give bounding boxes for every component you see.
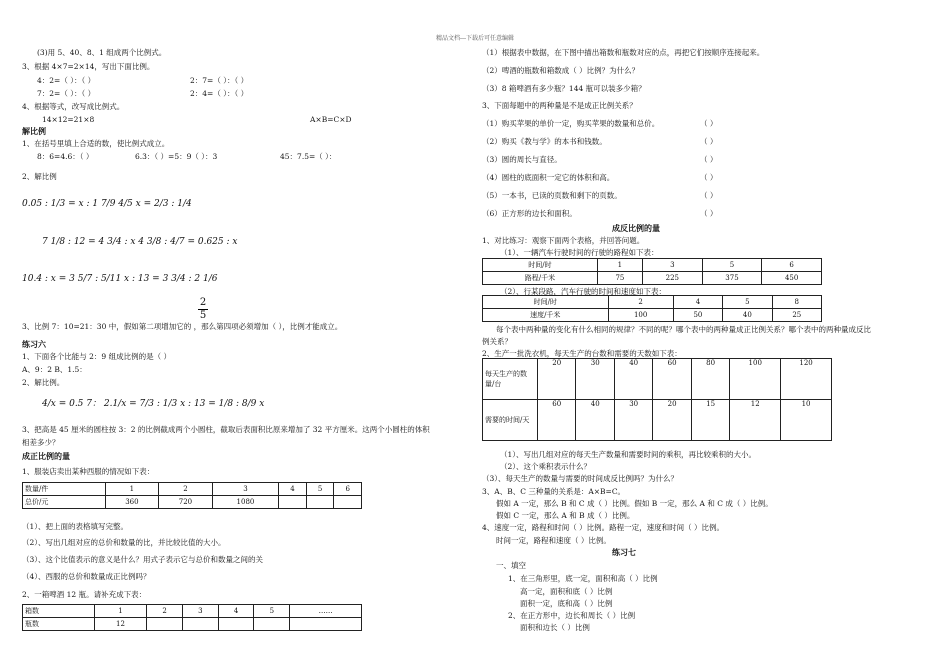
table-cell: 3 bbox=[183, 605, 219, 618]
answer-paren: （ ） bbox=[700, 173, 718, 182]
table-cell: 2 bbox=[159, 483, 213, 496]
text-line: （4）、西服的总价和数量成正比例吗？ bbox=[22, 572, 151, 581]
answer-paren: （ ） bbox=[700, 119, 718, 128]
table-cell: 6 bbox=[762, 259, 822, 272]
table-cell: 1080 bbox=[212, 496, 279, 509]
table-cell bbox=[279, 496, 307, 509]
text-line: 高一定，面积和底（ ）比例 bbox=[520, 587, 613, 596]
table-cell: 2 bbox=[147, 605, 183, 618]
text-line: 2：4=（ ）：（ ） bbox=[190, 89, 249, 98]
table-cell bbox=[254, 618, 290, 631]
table-row bbox=[23, 496, 362, 509]
table-row bbox=[483, 272, 822, 285]
table-cell: 100 bbox=[730, 359, 781, 400]
text-line: (3)用 5、40、8、1 组成两个比例式。 bbox=[37, 48, 167, 57]
text-line: （5）一本书，已读的页数和剩下的页数。 bbox=[482, 191, 622, 200]
text-line: A×B=C×D bbox=[310, 115, 352, 124]
text-line: 1、在三角形里，底一定，面积和高（ ）比例 bbox=[508, 574, 658, 583]
table-cell bbox=[334, 496, 362, 509]
table-cell: 1 bbox=[105, 483, 159, 496]
text-line: 6.3：（ ）=5：9（ ）：3 bbox=[135, 152, 218, 161]
table-cell: 总价/元 bbox=[23, 496, 106, 509]
table-cell: 5 bbox=[254, 605, 290, 618]
table-cell: 4 bbox=[673, 296, 722, 309]
equation: 10.4 : x = 3 5/7 : 5/11 x : 13 = 3 3/4 : 2 1/6 bbox=[22, 274, 218, 284]
text-line: A、9：2 B、1.5： bbox=[22, 365, 87, 374]
table-cell: 40 bbox=[576, 400, 614, 441]
table-cell bbox=[218, 618, 254, 631]
text-line: 3、把高是 45 厘米的圆柱按 3：2 的比例截成两个小圆柱，截取后表面积比原来增加了 32 平方厘米。这两个小圆柱的体积 bbox=[22, 425, 430, 434]
text-line: （2）购买《教与学》的本书和钱数。 bbox=[482, 137, 607, 146]
section-title: 练习六 bbox=[22, 339, 46, 349]
text-line: 假如 A 一定，那么 B 和 C 成（ ）比例。假如 B 一定，那么 A 和 C 成（ ）比例。 bbox=[496, 499, 773, 508]
table-cell: 箱数 bbox=[23, 605, 95, 618]
table-row bbox=[23, 605, 362, 618]
table-cell: 12 bbox=[94, 618, 147, 631]
text-line: 面积和边长（ ）比例 bbox=[520, 623, 590, 632]
text-line: 1、下面各个比能与 2：9 组成比例的是（ ） bbox=[22, 352, 171, 361]
text-line: 一、填空 bbox=[496, 561, 526, 570]
table-cell: 10 bbox=[781, 400, 832, 441]
table-cell: 225 bbox=[643, 272, 703, 285]
fraction: 2 5 bbox=[199, 297, 207, 321]
table-cell: 40 bbox=[723, 309, 772, 322]
text-line: 面积一定，底和高（ ）比例 bbox=[520, 599, 613, 608]
table-cell: 4 bbox=[279, 483, 307, 496]
text-line: （1）、一辆汽车行驶时间的行驶的路程如下表： bbox=[500, 248, 659, 257]
table-cell: 30 bbox=[576, 359, 614, 400]
section-title: 成反比例的量 bbox=[612, 223, 660, 233]
text-line: 2、解比例 bbox=[22, 172, 57, 181]
table-cell: 速度/千米 bbox=[483, 309, 609, 322]
text-line: （3）、每天生产的数量与需要的时间成反比例吗？为什么？ bbox=[482, 474, 679, 483]
table-cell: 720 bbox=[159, 496, 213, 509]
text-line: （1）、把上面的表格填写完整。 bbox=[22, 522, 129, 531]
table-cell bbox=[183, 618, 219, 631]
data-table bbox=[22, 604, 362, 631]
table-header-cell: 需要的时间/天 bbox=[483, 400, 538, 441]
text-line: 1、在括号里填上合适的数，使比例式成立。 bbox=[22, 139, 170, 148]
text-line: 相差多少？ bbox=[22, 438, 60, 447]
table-header-cell: 每天生产的数量/台 bbox=[483, 359, 538, 400]
table-cell: 5 bbox=[723, 296, 772, 309]
equation: 4/x = 0.5 7： 2.1/x = 7/3 : 1/3 x : 13 = 1/8 : 8/9 x bbox=[42, 399, 265, 409]
table-cell: 40 bbox=[614, 359, 652, 400]
table-cell: 30 bbox=[614, 400, 652, 441]
table-cell: 12 bbox=[730, 400, 781, 441]
data-table bbox=[482, 358, 832, 441]
table-cell: 5 bbox=[306, 483, 334, 496]
table-cell bbox=[290, 618, 362, 631]
table-cell: 100 bbox=[608, 309, 673, 322]
answer-paren: （ ） bbox=[700, 155, 718, 164]
table-cell bbox=[147, 618, 183, 631]
table-cell: 3 bbox=[643, 259, 703, 272]
answer-paren: （ ） bbox=[700, 137, 718, 146]
table-cell: 1 bbox=[94, 605, 147, 618]
text-line: （4）圆柱的底面积一定它的体积和高。 bbox=[482, 173, 615, 182]
text-line: 4、速度一定，路程和时间（ ）比例。路程一定，速度和时间（ ）比例。 bbox=[482, 523, 725, 532]
text-line: （6）正方形的边长和面积。 bbox=[482, 209, 577, 218]
equation: 0.05 : 1/3 = x : 1 7/9 4/5 x = 2/3 : 1/4 bbox=[22, 199, 192, 209]
text-line: 3、比例 7：10=21：30 中，假如第二项增加它的 ，那么第四项必须增加（ ），比例才能成立。 bbox=[22, 322, 343, 331]
table-cell: 5 bbox=[702, 259, 762, 272]
text-line: 8：6=4.6：（ ） bbox=[37, 152, 94, 161]
text-line: （2）、这个乘积表示什么？ bbox=[500, 462, 592, 471]
text-line: 14×12=21×8 bbox=[42, 115, 95, 124]
text-line: 2、一箱啤酒 12 瓶。请补充成下表： bbox=[22, 590, 147, 599]
text-line: 7：2=（ ）：（ ） bbox=[37, 89, 96, 98]
answer-paren: （ ） bbox=[700, 209, 718, 218]
table-cell: 时间/时 bbox=[483, 259, 598, 272]
table-cell: 8 bbox=[772, 296, 821, 309]
table-cell: 瓶数 bbox=[23, 618, 95, 631]
text-line: 时间一定，路程和速度（ ）比例。 bbox=[496, 536, 611, 545]
table-cell: 25 bbox=[772, 309, 821, 322]
table-cell: 60 bbox=[653, 359, 691, 400]
text-line: 例关系？ bbox=[482, 337, 512, 346]
table-cell: 路程/千米 bbox=[483, 272, 598, 285]
text-line: （1）根据表中数据，在下图中描出箱数和瓶数对应的点，再把它们按顺序连接起来。 bbox=[482, 48, 765, 57]
table-cell: 1 bbox=[597, 259, 642, 272]
text-line: （3）8 箱啤酒有多少瓶？144 瓶可以装多少箱？ bbox=[482, 84, 646, 93]
data-table bbox=[482, 258, 822, 285]
table-row bbox=[23, 618, 362, 631]
table-cell: 6 bbox=[334, 483, 362, 496]
text-line: （1）、写出几组对应的每天生产数量和需要时间的乘积，再比较乘积的大小。 bbox=[500, 450, 757, 459]
text-line: 每个表中两种量的变化有什么相同的规律？不同的呢？哪个表中的两种量成正比例关系？哪个表中的两种量成反比 bbox=[496, 325, 871, 334]
table-cell: 20 bbox=[538, 359, 576, 400]
table-cell: 数量/件 bbox=[23, 483, 106, 496]
text-line: （3）圆的周长与直径。 bbox=[482, 155, 562, 164]
text-line: 1、对比练习：观察下面两个表格，并回答问题。 bbox=[482, 236, 645, 245]
text-line: 3、根据 4×7=2×14，写出下面比例。 bbox=[22, 62, 155, 71]
text-line: 4、根据等式，改写成比例式。 bbox=[22, 102, 125, 111]
text-line: 45：7.5=（ ）： bbox=[280, 152, 337, 161]
answer-paren: （ ） bbox=[700, 191, 718, 200]
data-table bbox=[22, 482, 362, 509]
text-line: （3）、这个比值表示的意义是什么？用式子表示它与总价和数量之间的关 bbox=[22, 555, 264, 564]
table-cell: 450 bbox=[762, 272, 822, 285]
text-line: 1、服装店卖出某种西服的情况如下表： bbox=[22, 467, 155, 476]
table-cell: 360 bbox=[105, 496, 159, 509]
table-cell: 4 bbox=[218, 605, 254, 618]
text-line: 2、在正方形中，边长和周长（ ）比例 bbox=[508, 611, 636, 620]
text-line: 2：7=（ ）：（ ） bbox=[190, 76, 249, 85]
table-cell: …… bbox=[290, 605, 362, 618]
table-cell: 20 bbox=[653, 400, 691, 441]
table-cell: 80 bbox=[691, 359, 729, 400]
table-row bbox=[483, 309, 822, 322]
table-row bbox=[483, 259, 822, 272]
text-line: （2）、行某段路，汽车行驶的时间和速度如下表： bbox=[500, 287, 667, 296]
text-line: （2）、写出几组对应的总价和数量的比，并比较比值的大小。 bbox=[22, 538, 226, 547]
text-line: （2）啤酒的瓶数和箱数成（ ）比例？为什么？ bbox=[482, 66, 640, 75]
section-title: 练习七 bbox=[612, 547, 636, 557]
table-cell: 3 bbox=[212, 483, 279, 496]
table-row bbox=[23, 483, 362, 496]
table-cell: 2 bbox=[608, 296, 673, 309]
text-line: 2、生产一批洗衣机，每天生产的台数和需要的天数如下表： bbox=[482, 349, 682, 358]
table-row bbox=[483, 400, 832, 441]
page-header: 精品文档---下载后可任意编辑 bbox=[435, 35, 515, 42]
table-cell: 15 bbox=[691, 400, 729, 441]
table-cell: 120 bbox=[781, 359, 832, 400]
table-row bbox=[483, 296, 822, 309]
text-line: 4：2=（ ）：（ ） bbox=[37, 76, 96, 85]
text-line: 假如 C 一定，那么 A 和 B 成（ ）比例。 bbox=[496, 511, 635, 520]
text-line: 3、下面每题中的两种量是不是成正比例关系？ bbox=[482, 101, 637, 110]
text-line: 2、解比例。 bbox=[22, 378, 65, 387]
text-line: （1）购买苹果的单价一定，购买苹果的数量和总价。 bbox=[482, 119, 660, 128]
section-title: 成正比例的量 bbox=[22, 451, 70, 461]
data-table bbox=[482, 295, 822, 322]
table-cell: 时间/时 bbox=[483, 296, 609, 309]
equation: 7 1/8 : 12 = 4 3/4 : x 4 3/8 : 4/7 = 0.625 : x bbox=[42, 237, 238, 247]
table-row bbox=[483, 359, 832, 400]
table-cell bbox=[306, 496, 334, 509]
table-cell: 75 bbox=[597, 272, 642, 285]
table-cell: 50 bbox=[673, 309, 722, 322]
table-cell: 375 bbox=[702, 272, 762, 285]
section-title: 解比例 bbox=[22, 126, 46, 136]
table-cell: 60 bbox=[538, 400, 576, 441]
text-line: 3、A、B、C 三种量的关系是：A×B=C。 bbox=[482, 487, 626, 496]
